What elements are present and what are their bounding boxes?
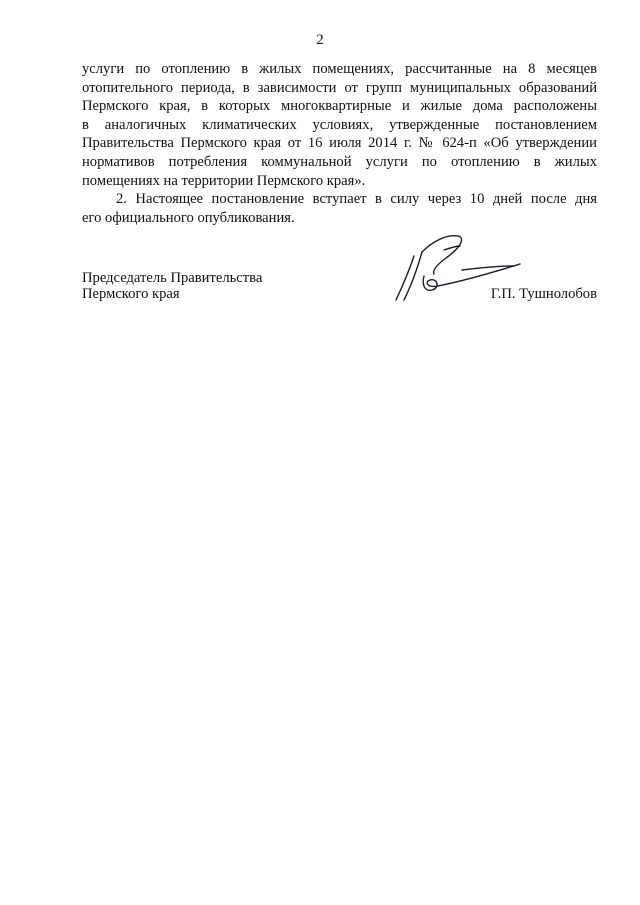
text-line: услуги по отоплению в жилых помещениях, рассчитанные на 8 месяцев xyxy=(82,61,597,77)
signatory-title-line2: Пермского края xyxy=(82,285,180,302)
text-line: в аналогичных климатических условиях, утвержденные постановлением xyxy=(82,116,597,133)
page-number: 2 xyxy=(316,32,324,48)
text-line: нормативов потребления коммунальной услуги по отоплению в жилых xyxy=(82,153,597,170)
text-line: Пермского края, в которых многоквартирные и жилые дома расположены xyxy=(82,98,597,115)
text-line: его официального опубликования. xyxy=(82,209,295,226)
signatory-name: Г.П. Тушнолобов xyxy=(490,285,597,302)
signature-block xyxy=(82,271,597,302)
text-line: 2. Настоящее постановление вступает в силу через 10 дней после дня xyxy=(116,191,597,208)
signatory-title-line1: Председатель Правительства xyxy=(82,270,263,286)
text-line: помещениях на территории Пермского края». xyxy=(82,172,366,189)
document-body xyxy=(82,60,597,227)
text-line: отопительного периода, в зависимости от групп муниципальных образований xyxy=(82,79,597,96)
text-line: Правительства Пермского края от 16 июля 2014 г. № 624-п «Об утверждении xyxy=(82,135,597,152)
